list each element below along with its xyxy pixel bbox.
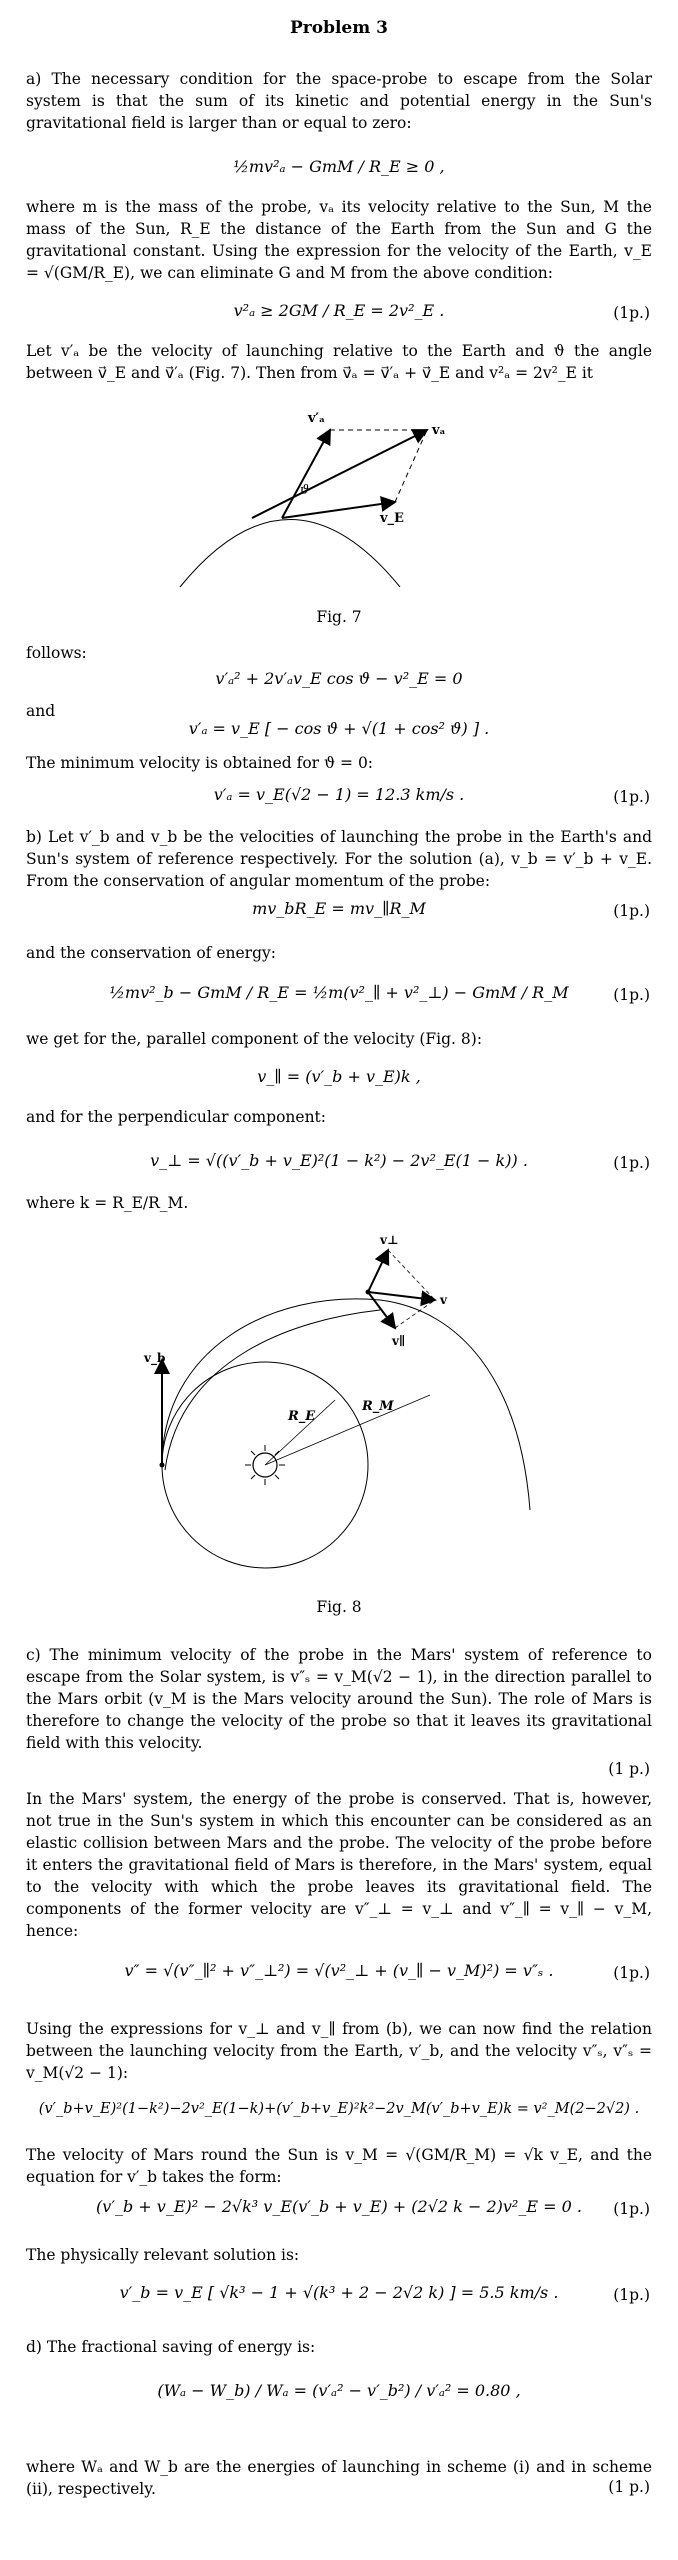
fig8-label-vb: v_b bbox=[144, 1351, 166, 1365]
fig8-label-vpar: v∥ bbox=[392, 1334, 406, 1348]
part-b-intro: b) Let v′_b and v_b be the velocities of launching the probe in the Earth's and Sun's system of reference respectively. For the solution (a), v_b = v′_b + v_E. From the conservation of angular momentum of the probe: bbox=[26, 828, 652, 890]
va-arrow bbox=[252, 430, 427, 518]
page-title: Problem 3 bbox=[290, 18, 388, 38]
equation-quadratic: v′ₐ² + 2v′ₐv_E cos ϑ − v²_E = 0 bbox=[215, 669, 463, 688]
part-d-definitions: where Wₐ and W_b are the energies of launching in scheme (i) and in scheme (ii), respectively. bbox=[26, 2458, 652, 2498]
part-c-mars-velocity: The velocity of Mars round the Sun is v_M = √(GM/R_M) = √k v_E, and the equation for v′_b takes the form: bbox=[26, 2146, 652, 2186]
fig7-label-va-prime: v′ₐ bbox=[308, 411, 326, 426]
part-a-minimum: The minimum velocity is obtained for ϑ = 0: bbox=[26, 754, 374, 772]
vpar-arrow bbox=[368, 1292, 395, 1328]
part-a-intro: a) The necessary condition for the space-probe to escape from the Solar system is that the sum of its kinetic and potential energy in the Sun's gravitational field is larger than or equal to zero: bbox=[26, 70, 652, 132]
part-c-intro: c) The minimum velocity of the probe in the Mars' system of reference to escape from the Solar system, is v″ₛ = v_M(√2 − 1), in the direction parallel to the Mars orbit (v_M is the Mars velocity around the Sun). The role of Mars is therefore to change the velocity of the probe so that it leaves its gravitational field with this velocity. bbox=[26, 1646, 652, 1752]
equation-va-min: v′ₐ = v_E(√2 − 1) = 12.3 km/s . bbox=[213, 785, 465, 804]
equation-v-double-prime: v″ = √(v″_∥² + v″_⊥²) = √(v²_⊥ + (v_∥ − v_M)²) = v″ₛ . bbox=[124, 1961, 554, 1980]
v-arrow bbox=[368, 1292, 435, 1300]
figure-7 bbox=[150, 392, 450, 592]
part-d-intro: d) The fractional saving of energy is: bbox=[26, 2338, 316, 2356]
fig7-label-theta: ϑ bbox=[300, 483, 310, 498]
equation-perpendicular: v_⊥ = √((v′_b + v_E)²(1 − k²) − 2v²_E(1 − k)) . bbox=[150, 1151, 528, 1170]
fig8-label-rm: R_M bbox=[362, 1399, 394, 1414]
fig8-label-vperp: v⊥ bbox=[380, 1233, 399, 1247]
part-b-energy-intro: and the conservation of energy: bbox=[26, 944, 276, 962]
points-label: (1 p.) bbox=[608, 1760, 650, 1778]
part-b-parallel-intro: we get for the, parallel component of the velocity (Fig. 8): bbox=[26, 1030, 483, 1048]
equation-vb-solution: v′_b = v_E [ √k³ − 1 + √(k³ + 2 − 2√2 k) ] = 5.5 km/s . bbox=[119, 2283, 559, 2302]
points-label: (1p.) bbox=[613, 1154, 650, 1172]
points-label: (1p.) bbox=[613, 788, 650, 806]
equation-vb-quadratic: (v′_b + v_E)² − 2√k³ v_E(v′_b + v_E) + (2√2 k − 2)v²_E = 0 . bbox=[96, 2197, 582, 2216]
part-b-k-definition: where k = R_E/R_M. bbox=[26, 1194, 189, 1212]
fig8-label-v: v bbox=[440, 1293, 447, 1307]
points-label: (1p.) bbox=[613, 304, 650, 322]
equation-escape-condition: ½mv²ₐ − GmM / R_E ≥ 0 , bbox=[233, 157, 445, 176]
points-label: (1p.) bbox=[613, 902, 650, 920]
equation-energy-conservation: ½mv²_b − GmM / R_E = ½m(v²_∥ + v²_⊥) − GmM / R_M bbox=[109, 983, 569, 1002]
part-c-solution-intro: The physically relevant solution is: bbox=[26, 2246, 300, 2264]
figure-8 bbox=[100, 1230, 600, 1585]
points-label: (1p.) bbox=[613, 2200, 650, 2218]
points-label: (1 p.) bbox=[608, 2478, 650, 2496]
fig7-label-va: vₐ bbox=[432, 423, 446, 438]
fig7-label-ve: v_E bbox=[380, 511, 404, 526]
part-a-and: and bbox=[26, 702, 56, 720]
part-b-perp-intro: and for the perpendicular component: bbox=[26, 1108, 327, 1126]
fig8-caption: Fig. 8 bbox=[316, 1598, 362, 1616]
equation-angular-momentum: mv_bR_E = mv_∥R_M bbox=[252, 899, 426, 918]
ve-arrow bbox=[282, 502, 395, 518]
va-prime-arrow bbox=[282, 430, 330, 518]
vperp-arrow bbox=[368, 1250, 388, 1292]
points-label: (1p.) bbox=[613, 986, 650, 1004]
equation-velocity-condition: v²ₐ ≥ 2GM / R_E = 2v²_E . bbox=[233, 301, 445, 320]
fig7-caption: Fig. 7 bbox=[316, 608, 362, 626]
fig8-label-re: R_E bbox=[288, 1409, 316, 1424]
part-a-definitions: where m is the mass of the probe, vₐ its velocity relative to the Sun, M the mass of the Sun, R_E the distance of the Earth from the Sun and G the gravitational constant. Using the expression for the velocity of the Earth, v_E = √(GM/R_E), we can eliminate G and M from the above condition: bbox=[26, 198, 652, 282]
part-a-launch-velocity: Let v′ₐ be the velocity of launching relative to the Earth and ϑ the angle between v⃗_E and v⃗′ₐ (Fig. 7). Then from v⃗ₐ = v⃗′ₐ + v⃗_E and v²ₐ = 2v²_E it bbox=[26, 342, 652, 382]
equation-parallel: v_∥ = (v′_b + v_E)k , bbox=[257, 1067, 421, 1086]
equation-va-prime: v′ₐ = v_E [ − cos ϑ + √(1 + cos² ϑ) ] . bbox=[188, 719, 490, 738]
part-c-elastic: In the Mars' system, the energy of the probe is conserved. That is, however, not true in the Sun's system in which this encounter can be considered as an elastic collision between Mars and the probe. The velocity of the probe before it enters the gravitational field of Mars is therefore, in the Mars' system, equal to the velocity with which the probe leaves its gravitational field. The components of the former velocity are v″_⊥ = v_⊥ and v″_∥ = v_∥ − v_M, hence: bbox=[26, 1790, 652, 1940]
equation-relation: (v′_b+v_E)²(1−k²)−2v²_E(1−k)+(v′_b+v_E)²k²−2v_M(v′_b+v_E)k = v²_M(2−2√2) . bbox=[38, 2101, 640, 2117]
equation-energy-saving: (Wₐ − W_b) / Wₐ = (v′ₐ² − v′_b²) / v′ₐ² = 0.80 , bbox=[157, 2381, 521, 2400]
part-a-follows: follows: bbox=[26, 644, 87, 662]
points-label: (1p.) bbox=[613, 2286, 650, 2304]
points-label: (1p.) bbox=[613, 1964, 650, 1982]
part-c-relation: Using the expressions for v_⊥ and v_∥ from (b), we can now find the relation between the launching velocity from the Earth, v′_b, and the velocity v″ₛ, v″ₛ = v_M(√2 − 1): bbox=[26, 2020, 652, 2082]
